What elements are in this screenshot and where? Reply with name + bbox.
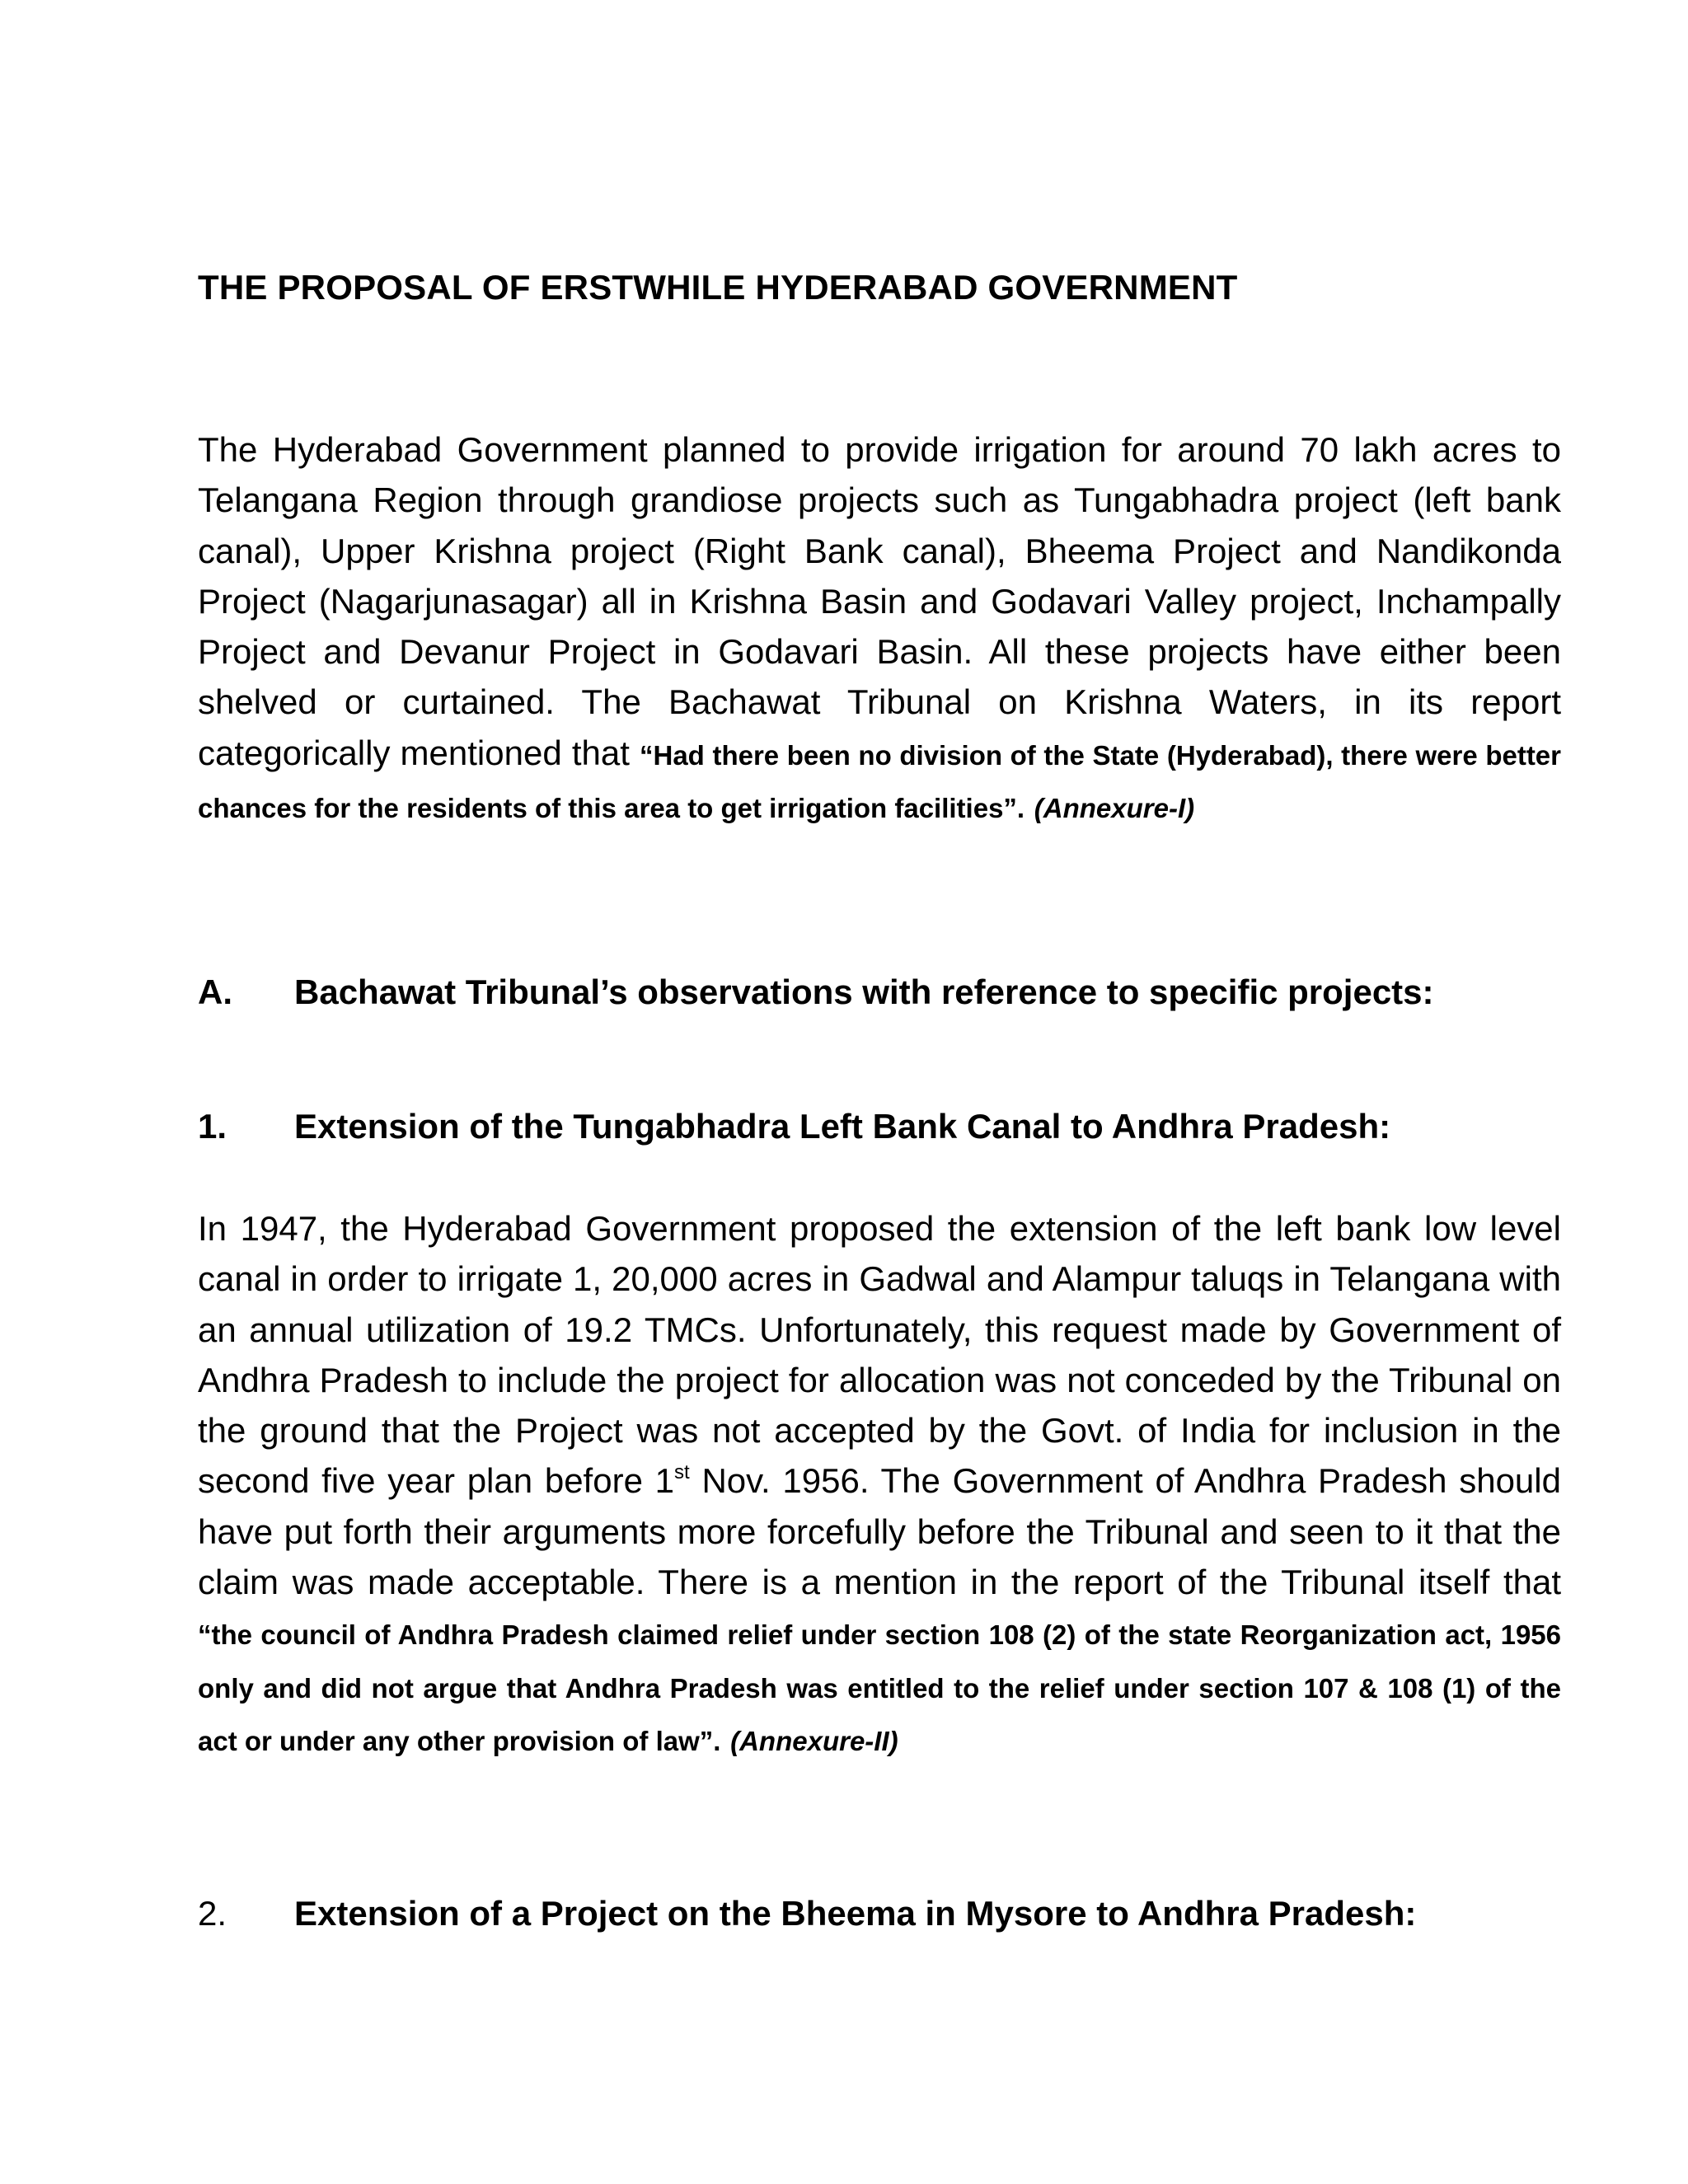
section-heading-text: Extension of the Tungabhadra Left Bank Canal to Andhra Pradesh: [294,1107,1391,1146]
annexure-reference: (Annexure-I) [1034,793,1195,824]
section-heading-text: Bachawat Tribunal’s observations with reference to specific projects: [294,972,1434,1011]
section-number: 1. [198,1107,227,1146]
document-title: THE PROPOSAL OF ERSTWHILE HYDERABAD GOVERNMENT [198,268,1238,307]
section-number: 2. [198,1894,227,1933]
paragraph-text-continued: Nov. 1956. The Government of Andhra Pradesh should have put forth their arguments more forcefully before the Tribunal and seen to it that the claim was made acceptable. There is a mention in the report of the Tribunal itself that [198,1461,1561,1602]
intro-text: The Hyderabad Government planned to provide irrigation for around 70 lakh acres to Telangana Region through grandiose projects such as Tungabhadra project (left bank canal), Upper Krishna project (Right Bank canal), Bheema Project and Nandikonda Project (Nagarjunasagar) all in Krishna Basin and Godavari Valley project, Inchampally Project and Devanur Project in Godavari Basin. All these projects have either been shelved or curtained. The Bachawat Tribunal on Krishna Waters, in its report categorically mentioned that [198,430,1561,772]
intro-paragraph [198,424,1561,833]
document-page [198,0,1561,2184]
section-heading-text: Extension of a Project on the Bheema in Mysore to Andhra Pradesh: [294,1894,1417,1933]
paragraph-text: In 1947, the Hyderabad Government proposed the extension of the left bank low level canal in order to irrigate 1, 20,000 acres in Gadwal and Alampur taluqs in Telangana with an annual utilization of 19.2 TMCs. Unfortunately, this request made by Government of Andhra Pradesh to include the project for allocation was not conceded by the Tribunal on the ground that the Project was not accepted by the Govt. of India for inclusion in the second five year plan before 1 [198,1209,1561,1501]
section-1-paragraph [198,1203,1561,1766]
tribunal-quote: “the council of Andhra Pradesh claimed relief under section 108 (2) of the state Reorganization act, 1956 only and did not argue that Andhra Pradesh was entitled to the relief under section 107 & 108 (1) of the act or under any other provision of law”. [198,1619,1561,1756]
tribunal-quote: “Had there been no division of the State (Hyderabad), there were better chances for the residents of this area to get irrigation facilities”. [198,739,1562,824]
annexure-reference: (Annexure-II) [730,1725,898,1756]
ordinal-superscript: st [674,1461,690,1484]
section-number: A. [198,972,232,1011]
